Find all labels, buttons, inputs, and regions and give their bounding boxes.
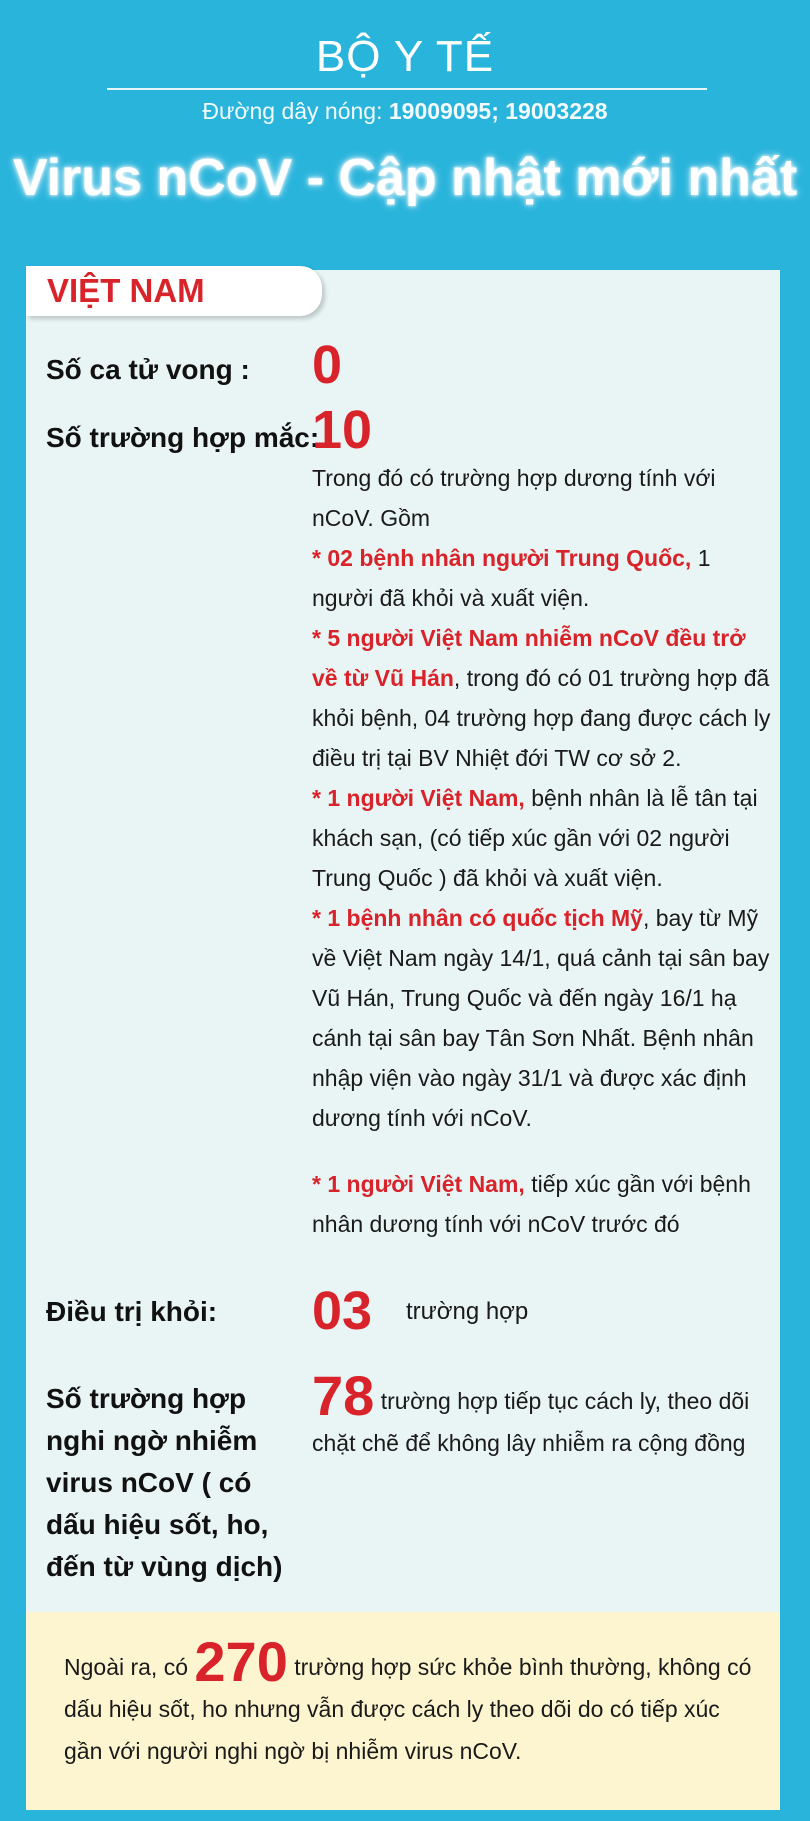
- case-item: * 1 bệnh nhân có quốc tịch Mỹ, bay từ Mỹ về Việt Nam ngày 14/1, quá cảnh tại sân bay Vũ Hán, Trung Quốc và đến ngày 16/1 hạ cánh tại sân bay Tân Sơn Nhất. Bệnh nhân nhập viện vào ngày 31/1 và được xác định dương tính với nCoV.: [312, 905, 770, 1131]
- note-value: 270: [194, 1630, 288, 1693]
- note-body: trường hợp sức khỏe bình thường, không có dấu hiệu sốt, ho nhưng vẫn được cách ly theo dõi do có tiếp xúc gần với người nghi ngờ bị nhiễm virus nCoV.: [64, 1654, 752, 1764]
- recovered-value: 03: [312, 1281, 373, 1341]
- cases-label: Số trường hợp mắc:: [46, 422, 320, 453]
- suspected-value: 78: [312, 1364, 375, 1427]
- case-item: * 5 người Việt Nam nhiễm nCoV đều trở về từ Vũ Hán, trong đó có 01 trường hợp đã khỏi bệnh, 04 trường hợp đang được cách ly điều trị tại BV Nhiệt đới TW cơ sở 2.: [312, 625, 771, 771]
- suspected-label: Số trường hợp nghi ngờ nhiễm virus nCoV ( có dấu hiệu sốt, ho, đến từ vùng dịch): [46, 1383, 283, 1582]
- recovered-unit: trường hợp: [406, 1298, 529, 1325]
- note-prefix: Ngoài ra, có: [64, 1654, 189, 1680]
- case-item: * 1 người Việt Nam, bệnh nhân là lễ tân tại khách sạn, (có tiếp xúc gần với 02 người Trung Quốc ) đã khỏi và xuất viện.: [312, 785, 758, 891]
- hotline-label: Đường dây nóng:: [202, 98, 383, 124]
- cases-intro: Trong đó có trường hợp dương tính với nCoV. Gồm: [312, 465, 716, 531]
- note-box: [26, 1612, 780, 1810]
- suspected-text: trường hợp tiếp tục cách ly, theo dõi chặt chẽ để không lây nhiễm ra cộng đồng: [312, 1388, 750, 1456]
- note-text: [64, 1630, 764, 1772]
- hotline-numbers: 19009095; 19003228: [388, 98, 608, 124]
- deaths-value: 0: [312, 335, 343, 395]
- section-country: VIỆT NAM: [47, 272, 205, 309]
- cases-details: [312, 458, 772, 1244]
- deaths-label: Số ca tử vong :: [46, 354, 250, 385]
- recovered-label: Điều trị khỏi:: [46, 1296, 218, 1327]
- ministry-name: BỘ Y TẾ: [315, 32, 495, 81]
- case-item: * 02 bệnh nhân người Trung Quốc, 1 người đã khỏi và xuất viện.: [312, 545, 711, 611]
- section-tab: [26, 266, 322, 316]
- suspected-details: [312, 1364, 782, 1464]
- cases-value: 10: [312, 400, 373, 460]
- hotline: [0, 98, 810, 125]
- header-divider: [107, 88, 707, 90]
- case-item: * 1 người Việt Nam, tiếp xúc gần với bệnh nhân dương tính với nCoV trước đó: [312, 1171, 751, 1237]
- page-title: Virus nCoV - Cập nhật mới nhất: [12, 149, 798, 207]
